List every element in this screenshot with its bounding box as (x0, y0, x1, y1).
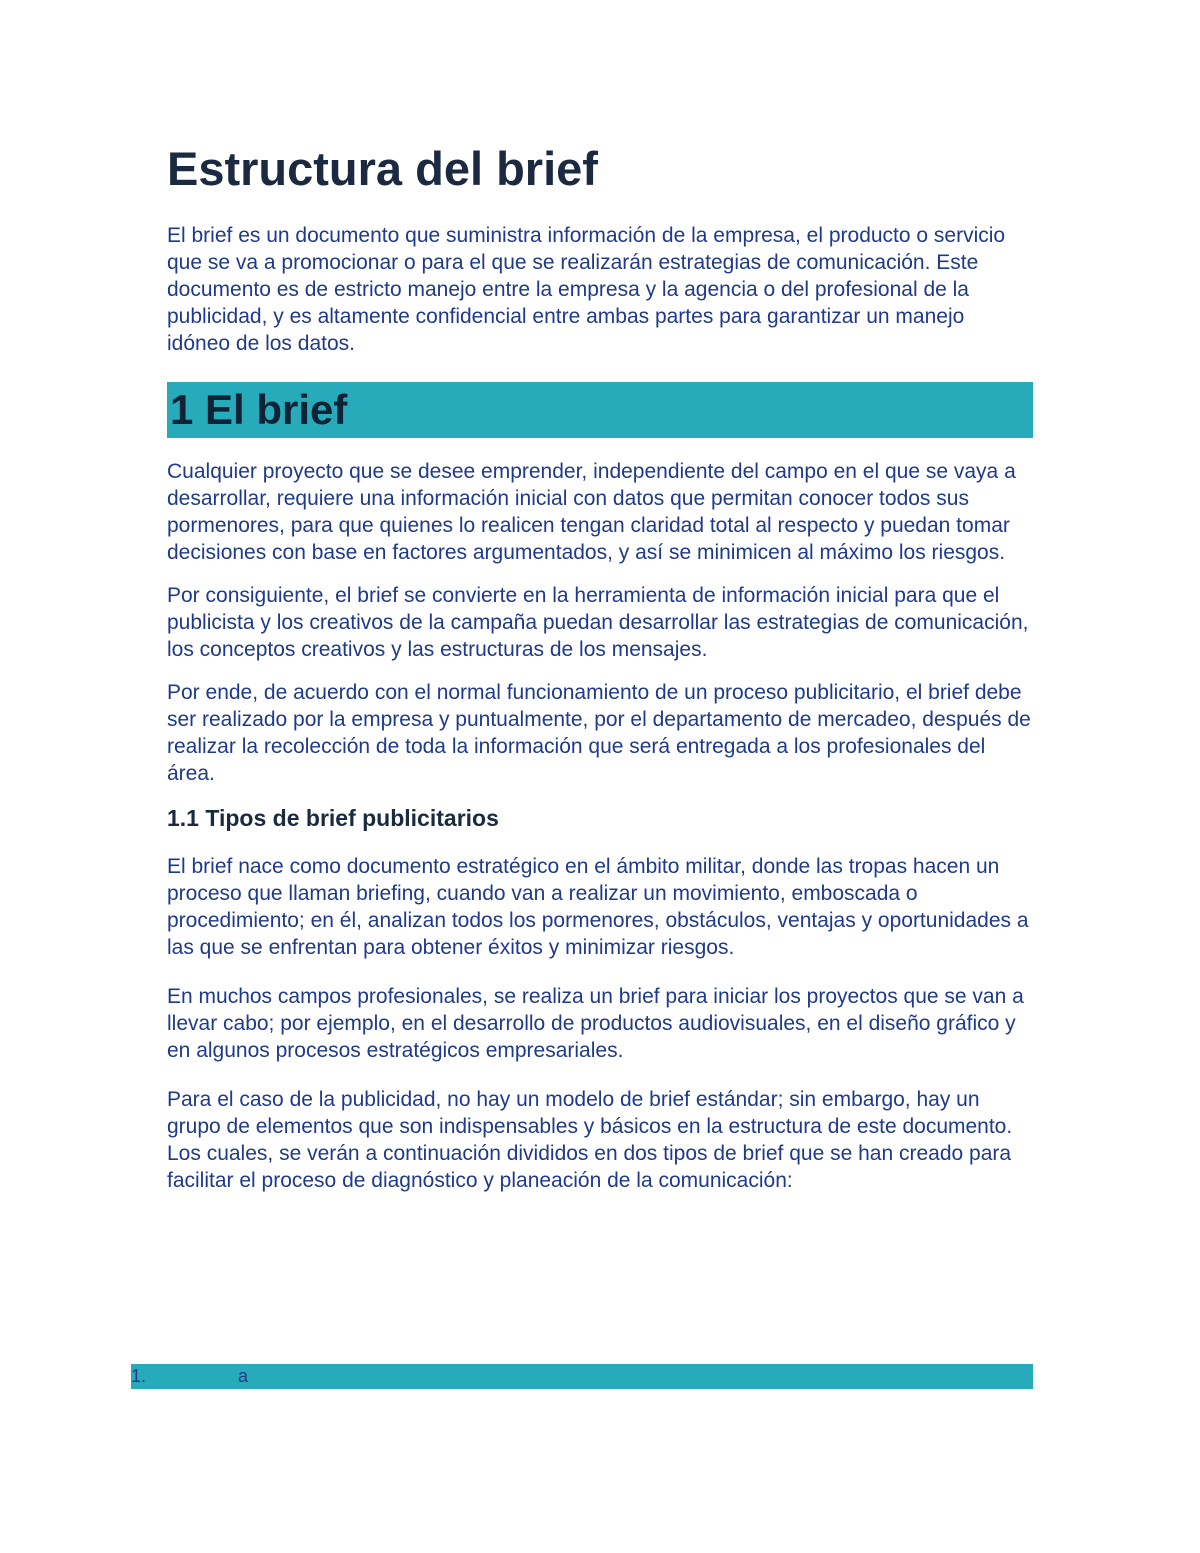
paragraph: Por consiguiente, el brief se convierte en la herramienta de información inicial para que el publicista y los creativos de la campaña puedan desarrollar las estrategias de comunicación, los conceptos creativos y las estructuras de los mensajes. (167, 584, 1029, 661)
intro-paragraph: El brief es un documento que suministra información de la empresa, el producto o servicio que se va a promocionar o para el que se realizarán estrategias de comunicación. Este documento es de estricto manejo entre la empresa y la agencia o del profesional de la publicidad, y es altamente confidencial entre ambas partes para garantizar un manejo idóneo de los datos. (167, 224, 1006, 355)
section-heading-el-brief: 1 El brief (170, 386, 348, 433)
document-body (167, 140, 1033, 1194)
subsection-heading-tipos-de-brief: 1.1 Tipos de brief publicitarios (167, 805, 499, 831)
list-item-band (131, 1364, 1033, 1389)
document-title: Estructura del brief (167, 142, 598, 195)
section-heading-band (167, 382, 1033, 438)
paragraph: El brief nace como documento estratégico en el ámbito militar, donde las tropas hacen un proceso que llaman briefing, cuando van a realizar un movimiento, emboscada o procedimiento; en él, analizan todos los pormenores, obstáculos, ventajas y oportunidades a las que se enfrentan para obtener éxitos y minimizar riesgos. (167, 855, 1029, 959)
list-sub-letter: a (238, 1366, 249, 1386)
paragraph: Por ende, de acuerdo con el normal funcionamiento de un proceso publicitario, el brief debe ser realizado por la empresa y puntualmente, por el departamento de mercadeo, después de realizar la recolección de toda la información que será entregada a los profesionales del área. (167, 681, 1031, 785)
list-number: 1. (131, 1366, 147, 1386)
paragraph: Cualquier proyecto que se desee emprender, independiente del campo en el que se vaya a desarrollar, requiere una información inicial con datos que permitan conocer todos sus pormenores, para que quienes lo realicen tengan claridad total al respecto y puedan tomar decisiones con base en factores argumentados, y así se minimicen al máximo los riesgos. (167, 460, 1016, 564)
paragraph: Para el caso de la publicidad, no hay un modelo de brief estándar; sin embargo, hay un grupo de elementos que son indispensables y básicos en la estructura de este documento. Los cuales, se verán a continuación divididos en dos tipos de brief que se han creado para facilitar el proceso de diagnóstico y planeación de la comunicación: (167, 1088, 1013, 1192)
paragraph: En muchos campos profesionales, se realiza un brief para iniciar los proyectos que se van a llevar cabo; por ejemplo, en el desarrollo de productos audiovisuales, en el diseño gráfico y en algunos procesos estratégicos empresariales. (167, 985, 1024, 1062)
